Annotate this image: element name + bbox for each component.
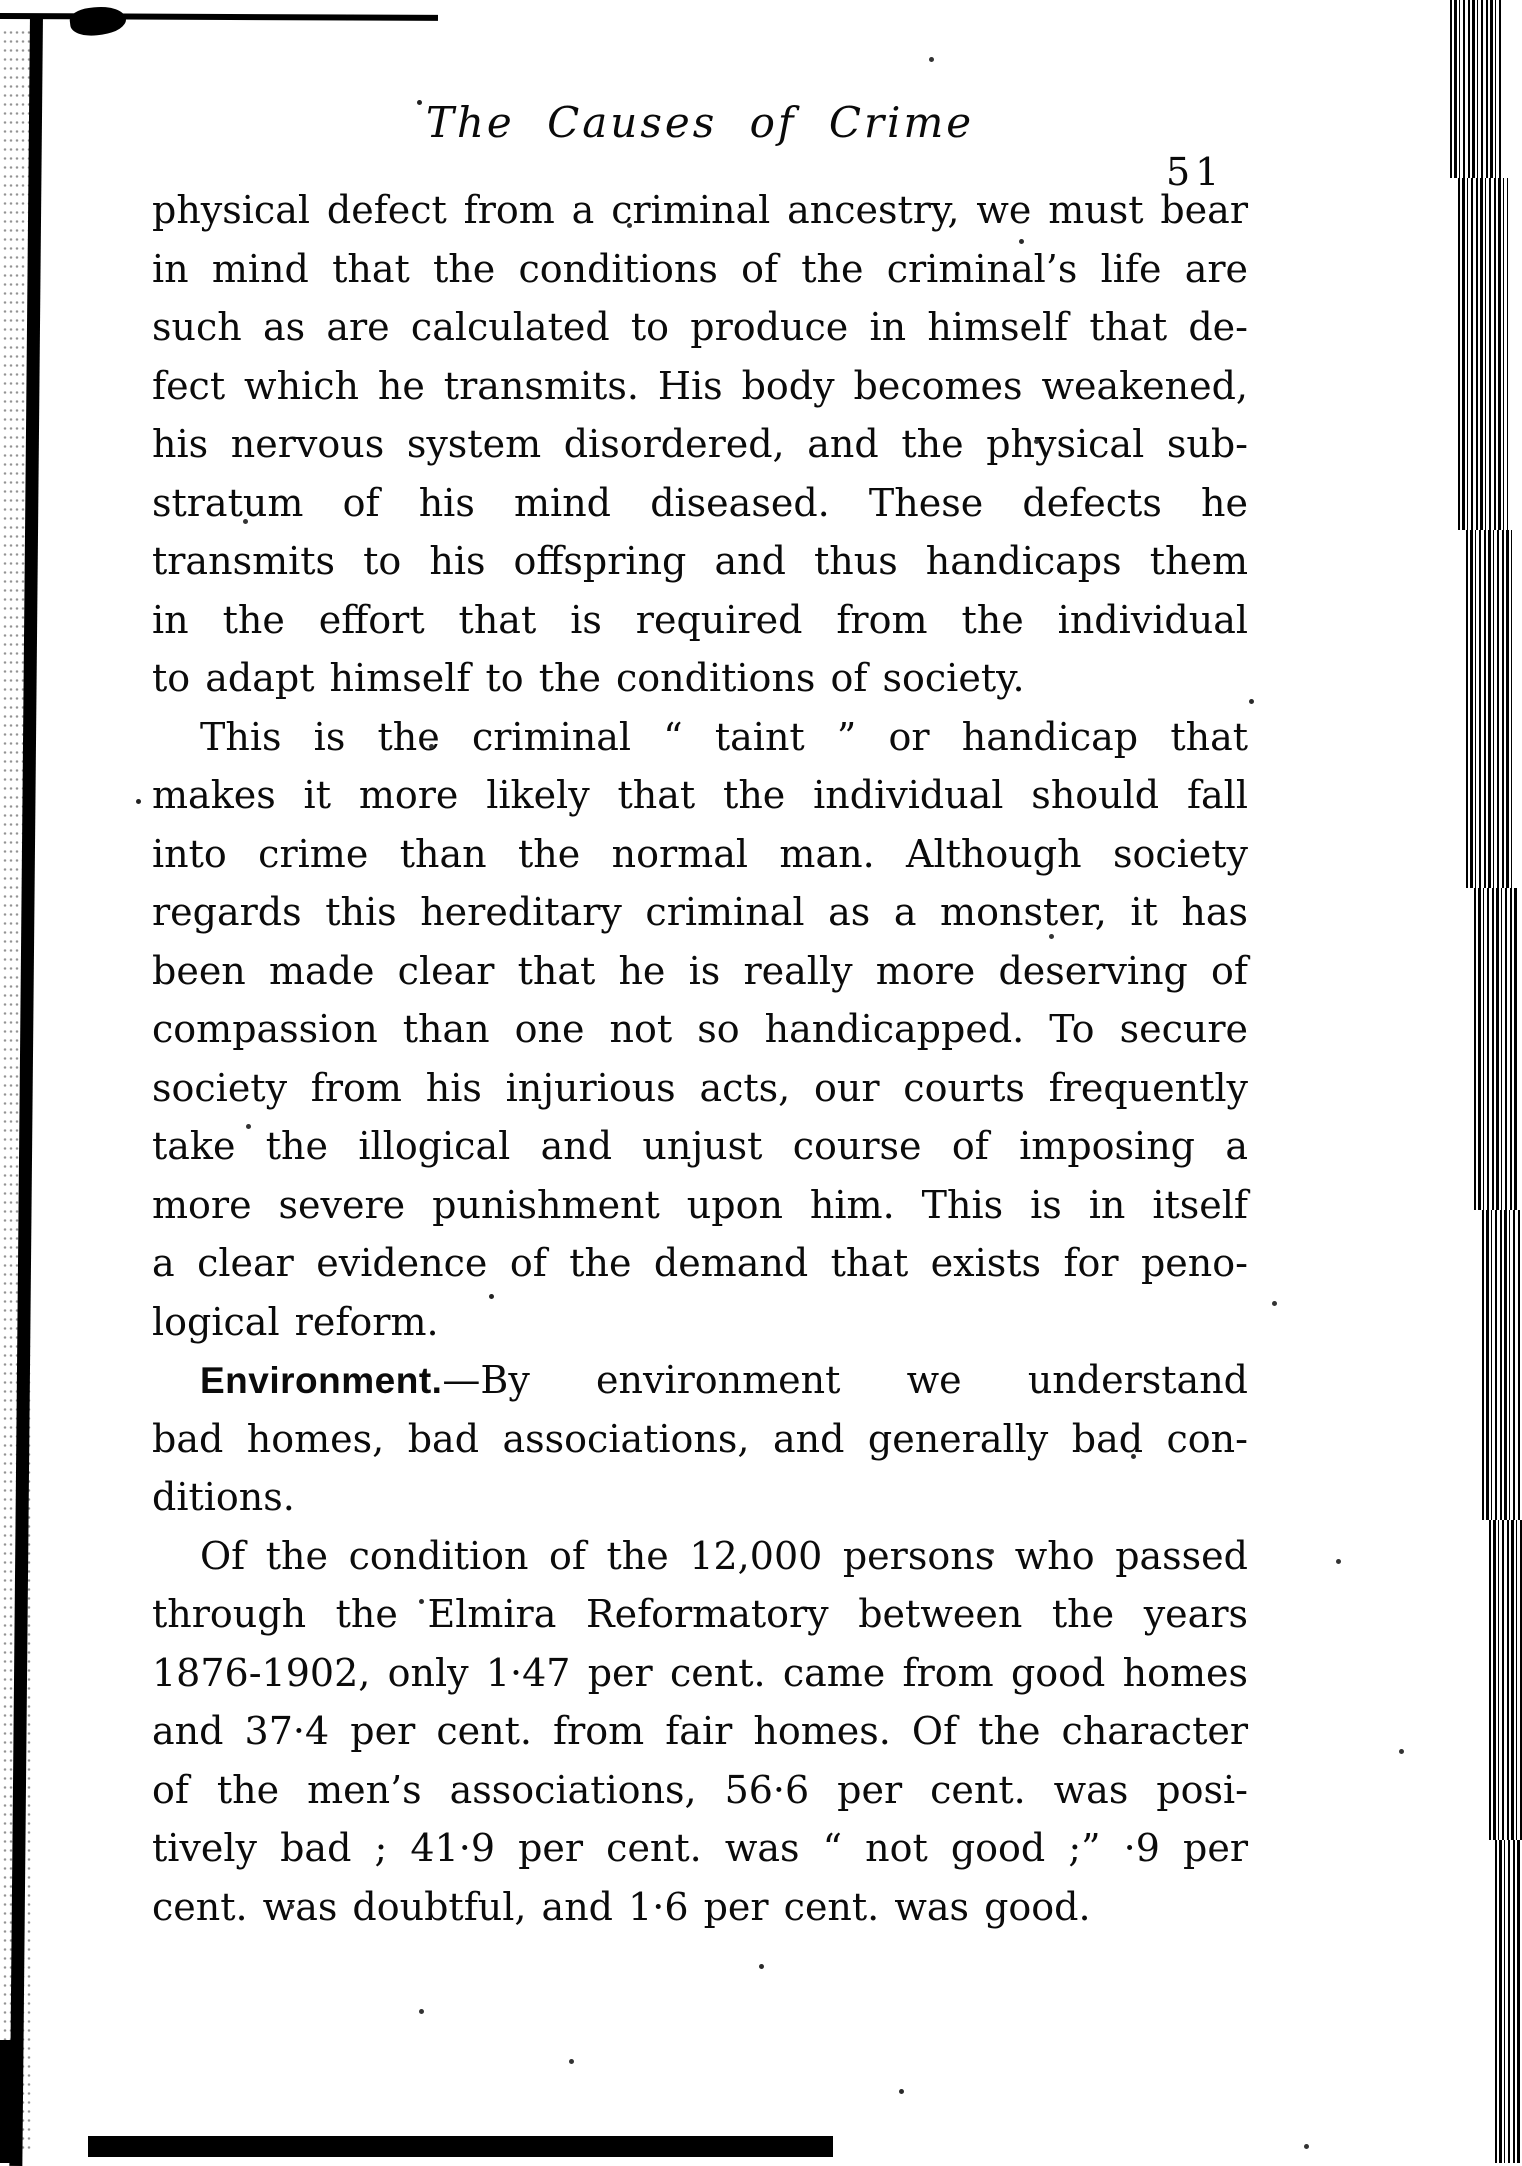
text-line: physical defect from a criminal ancestry, we must bear — [152, 188, 1248, 232]
top-left-corner-artifact — [69, 4, 128, 39]
text-line: stratum of his mind diseased. These defects he — [152, 480, 1248, 525]
text-line: into crime than the normal man. Although society — [152, 831, 1248, 876]
text-line: transmits to his offspring and thus handicaps them — [152, 539, 1248, 583]
body-text — [152, 181, 1248, 1936]
text-line: Of the condition of the 12,000 persons who passed — [200, 1533, 1248, 1578]
text-line: This is the criminal “ taint ” or handicap that — [200, 714, 1248, 759]
text-line: makes it more likely that the individual should fall — [152, 773, 1248, 817]
text-line: in mind that the conditions of the criminal’s life are — [152, 246, 1248, 291]
environment-term: Environment. — [200, 1360, 443, 1401]
text-line: and 37·4 per cent. from fair homes. Of the character — [152, 1709, 1248, 1753]
text-line: a clear evidence of the demand that exists for peno- — [152, 1241, 1248, 1285]
text-run: —By environment we understand — [442, 1358, 1248, 1402]
bottom-edge-artifact — [88, 2136, 833, 2157]
right-edge-artifact — [1489, 1520, 1522, 1840]
top-edge-line-artifact — [0, 13, 438, 21]
paragraph — [152, 708, 1248, 1352]
text-line: ditions. — [152, 1475, 295, 1519]
text-line: in the effort that is required from the individual — [152, 597, 1248, 642]
text-line: his nervous system disordered, and the physical sub- — [152, 422, 1248, 466]
text-line: such as are calculated to produce in himself that de- — [152, 305, 1248, 349]
text-line: more severe punishment upon him. This is in itself — [152, 1182, 1248, 1227]
right-edge-artifact — [1495, 1840, 1522, 2163]
scan-noise-dots — [0, 0, 3, 3]
right-edge-artifact — [1474, 888, 1518, 1210]
right-edge-artifact — [1482, 1210, 1522, 1520]
bottom-left-edge-artifact — [0, 2040, 21, 2163]
paragraph — [152, 1527, 1248, 1937]
page-number: 51 — [1166, 150, 1225, 194]
text-line: logical reform. — [152, 1299, 439, 1344]
right-edge-artifact — [1466, 530, 1514, 888]
right-edge-artifact — [1450, 0, 1502, 178]
text-line: cent. was doubtful, and 1·6 per cent. was good. — [152, 1884, 1091, 1929]
text-line: of the men’s associations, 56·6 per cent. was posi- — [152, 1767, 1248, 1812]
text-line: bad homes, bad associations, and generally bad con- — [152, 1416, 1248, 1461]
paragraph — [152, 1351, 1248, 1527]
text-line: compassion than one not so handicapped. To secure — [152, 1007, 1248, 1051]
page-title: The Causes of Crime — [425, 98, 975, 147]
paragraph — [152, 181, 1248, 708]
text-line: society from his injurious acts, our courts frequently — [152, 1065, 1248, 1110]
text-line — [152, 1351, 1248, 1410]
text-line: 1876-1902, only 1·47 per cent. came from good homes — [152, 1650, 1248, 1695]
text-line: tively bad ; 41·9 per cent. was “ not good ;” ·9 per — [152, 1826, 1248, 1870]
right-edge-artifact — [1458, 178, 1508, 530]
text-line: to adapt himself to the conditions of society. — [152, 656, 1025, 700]
text-line: fect which he transmits. His body becomes weakened, — [152, 363, 1248, 408]
text-line: regards this hereditary criminal as a monster, it has — [152, 890, 1248, 934]
text-line: through the Elmira Reformatory between the years — [152, 1592, 1248, 1636]
text-line: take the illogical and unjust course of imposing a — [152, 1124, 1248, 1168]
text-line: been made clear that he is really more deserving of — [152, 948, 1248, 993]
